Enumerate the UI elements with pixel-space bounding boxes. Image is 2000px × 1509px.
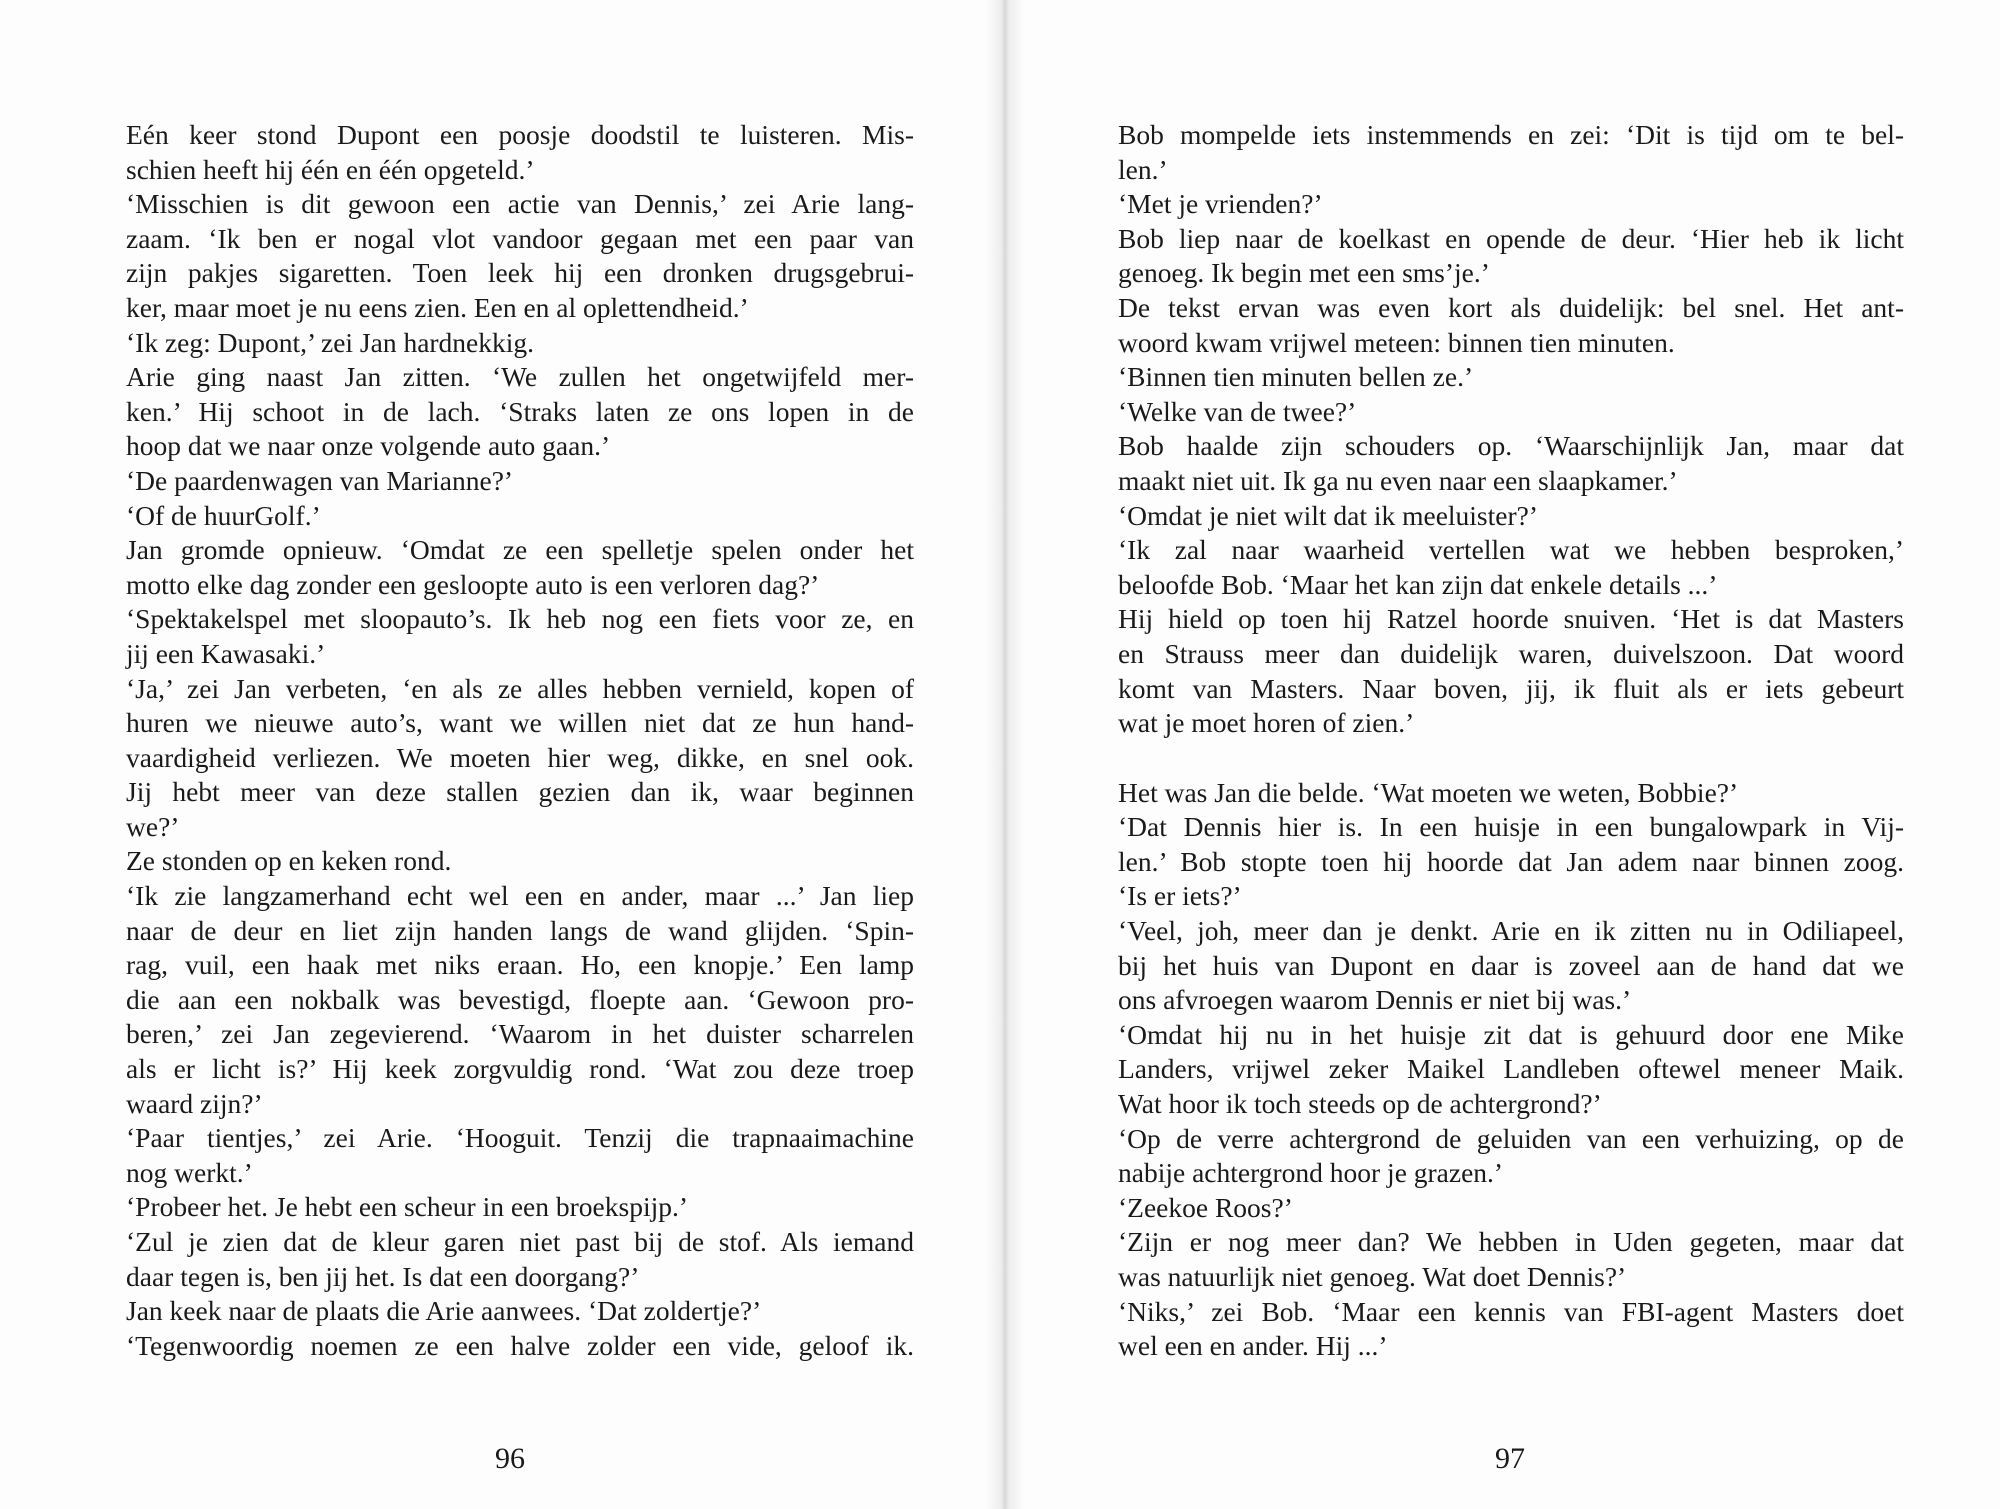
text-line: daar tegen is, ben jij het. Is dat een doorgang?’ (126, 1260, 640, 1292)
text-line: ‘Paar tientjes,’ zei Arie. ‘Hooguit. Tenzij die trapnaaimachine (126, 1122, 914, 1154)
text-line: ‘Omdat je niet wilt dat ik meeluister?’ (1118, 499, 1539, 531)
text-line: Jij hebt meer van deze stallen gezien dan ik, waar beginnen (126, 776, 914, 808)
text-line: Het was Jan die belde. ‘Wat moeten we weten, Bobbie?’ (1118, 776, 1739, 808)
text-line: zijn pakjes sigaretten. Toen leek hij een dronken drugsgebrui- (126, 257, 914, 289)
text-line: ‘Veel, joh, meer dan je denkt. Arie en ik zitten nu in Odiliapeel, (1118, 915, 1904, 947)
text-line: we?’ (126, 810, 180, 842)
text-line: Wat hoor ik toch steeds op de achtergrond?’ (1118, 1088, 1602, 1120)
text-line: ‘Ja,’ zei Jan verbeten, ‘en als ze alles hebben vernield, kopen of (126, 672, 914, 704)
text-line: jij een Kawasaki.’ (126, 637, 326, 669)
text-line: was natuurlijk niet genoeg. Wat doet Dennis?’ (1118, 1261, 1627, 1292)
text-line: Ze stonden op en keken rond. (126, 845, 452, 877)
text-line: ‘Zeekoe Roos?’ (1118, 1191, 1293, 1223)
text-line: ‘Is er iets?’ (1118, 880, 1242, 912)
text-line: ker, maar moet je nu eens zien. Een en al oplettendheid.’ (126, 291, 749, 323)
text-line: hoop dat we naar onze volgende auto gaan.’ (126, 430, 611, 462)
text-line: ‘Met je vrienden?’ (1118, 188, 1323, 220)
text-line: ‘Spektakelspel met sloopauto’s. Ik heb nog een fiets voor ze, en (126, 603, 914, 635)
text-line: Eén keer stond Dupont een poosje doodstil te luisteren. Mis- (126, 119, 914, 150)
text-line: Jan keek naar de plaats die Arie aanwees. ‘Dat zoldertje?’ (126, 1295, 762, 1327)
text-line: len.’ Bob stopte toen hij hoorde dat Jan adem naar binnen zoog. (1118, 845, 1904, 877)
text-line: Jan gromde opnieuw. ‘Omdat ze een spelletje spelen onder het (126, 534, 914, 566)
left-page (126, 118, 914, 1363)
text-line: ken.’ Hij schoot in de lach. ‘Straks laten ze ons lopen in de (126, 395, 914, 427)
text-line: ons afvroegen waarom Dennis er niet bij was.’ (1118, 984, 1632, 1016)
text-line: woord kwam vrijwel meteen: binnen tien minuten. (1118, 326, 1675, 358)
text-line: ‘Tegenwoordig noemen ze een halve zolder een vide, geloof ik. (126, 1329, 914, 1361)
text-line: Bob haalde zijn schouders op. ‘Waarschijnlijk Jan, maar dat (1118, 430, 1904, 462)
left-page-number: 96 (495, 1442, 525, 1475)
text-line: Bob liep naar de koelkast en opende de deur. ‘Hier heb ik licht (1118, 222, 1904, 254)
text-line: schien heeft hij één en één opgeteld.’ (126, 153, 535, 185)
text-line: ‘Probeer het. Je hebt een scheur in een broekspijp.’ (126, 1191, 689, 1223)
text-line: len.’ (1118, 153, 1168, 185)
text-line: ‘Omdat hij nu in het huisje zit dat is gehuurd door ene Mike (1118, 1018, 1904, 1050)
right-page-number: 97 (1495, 1442, 1525, 1475)
text-line: wel een en ander. Hij ...’ (1118, 1330, 1388, 1362)
text-line: motto elke dag zonder een gesloopte auto is een verloren dag?’ (126, 568, 820, 600)
paragraph-gap (1118, 741, 1904, 776)
text-line: maakt niet uit. Ik ga nu even naar een slaapkamer.’ (1118, 464, 1678, 496)
text-line: huren we nieuwe auto’s, want we willen niet dat ze hun hand- (126, 707, 914, 739)
text-line: nog werkt.’ (126, 1156, 253, 1188)
text-line: waard zijn?’ (126, 1087, 263, 1119)
text-line: Hij hield op toen hij Ratzel hoorde snuiven. ‘Het is dat Masters (1118, 603, 1904, 635)
text-line: ‘Welke van de twee?’ (1118, 395, 1357, 427)
text-line: ‘Op de verre achtergrond de geluiden van een verhuizing, op de (1118, 1122, 1904, 1154)
text-line: ‘Ik zie langzamerhand echt wel een en ander, maar ...’ Jan liep (126, 880, 914, 912)
text-line: ‘Zijn er nog meer dan? We hebben in Uden gegeten, maar dat (1118, 1226, 1904, 1258)
text-line: beloofde Bob. ‘Maar het kan zijn dat enkele details ...’ (1118, 568, 1718, 600)
text-line: ‘Zul je zien dat de kleur garen niet past bij de stof. Als iemand (126, 1226, 914, 1257)
text-line: ‘Niks,’ zei Bob. ‘Maar een kennis van FBI-agent Masters doet (1118, 1295, 1904, 1327)
text-line: vaardigheid verliezen. We moeten hier weg, dikke, en snel ook. (126, 741, 914, 773)
text-line: ‘Ik zeg: Dupont,’ zei Jan hardnekkig. (126, 326, 535, 358)
right-page (1118, 118, 1904, 1364)
text-line: komt van Masters. Naar boven, jij, ik fluit als er iets gebeurt (1118, 672, 1904, 704)
text-line: Landers, vrijwel zeker Maikel Landleben oftewel meneer Maik. (1118, 1053, 1904, 1085)
text-line: rag, vuil, een haak met niks eraan. Ho, een knopje.’ Een lamp (126, 949, 914, 981)
text-line: ‘Binnen tien minuten bellen ze.’ (1118, 361, 1474, 393)
text-line: wat je moet horen of zien.’ (1118, 707, 1415, 739)
book-gutter (985, 0, 1025, 1509)
text-line: als er licht is?’ Hij keek zorgvuldig rond. ‘Wat zou deze troep (126, 1053, 914, 1085)
text-line: beren,’ zei Jan zegevierend. ‘Waarom in het duister scharrelen (126, 1018, 914, 1050)
text-line: nabije achtergrond hoor je grazen.’ (1118, 1157, 1504, 1189)
text-line: ‘De paardenwagen van Marianne?’ (126, 464, 514, 496)
text-line: ‘Misschien is dit gewoon een actie van Dennis,’ zei Arie lang- (126, 188, 914, 220)
text-line: Arie ging naast Jan zitten. ‘We zullen het ongetwijfeld mer- (126, 361, 914, 393)
text-line: ‘Dat Dennis hier is. In een huisje in een bungalowpark in Vij- (1118, 811, 1904, 843)
text-line: Bob mompelde iets instemmends en zei: ‘Dit is tijd om te bel- (1118, 119, 1904, 150)
text-line: bij het huis van Dupont en daar is zoveel aan de hand dat we (1118, 949, 1904, 981)
text-line: ‘Ik zal naar waarheid vertellen wat we hebben besproken,’ (1118, 534, 1904, 566)
text-line: naar de deur en liet zijn handen langs de wand glijden. ‘Spin- (126, 914, 914, 946)
text-line: genoeg. Ik begin met een sms’je.’ (1118, 257, 1490, 289)
text-line: De tekst ervan was even kort als duidelijk: bel snel. Het ant- (1118, 291, 1904, 323)
text-line: zaam. ‘Ik ben er nogal vlot vandoor gegaan met een paar van (126, 222, 914, 254)
text-line: en Strauss meer dan duidelijk waren, duivelszoon. Dat woord (1118, 637, 1904, 669)
text-line: ‘Of de huurGolf.’ (126, 499, 321, 531)
text-line: die aan een nokbalk was bevestigd, floepte aan. ‘Gewoon pro- (126, 983, 914, 1015)
